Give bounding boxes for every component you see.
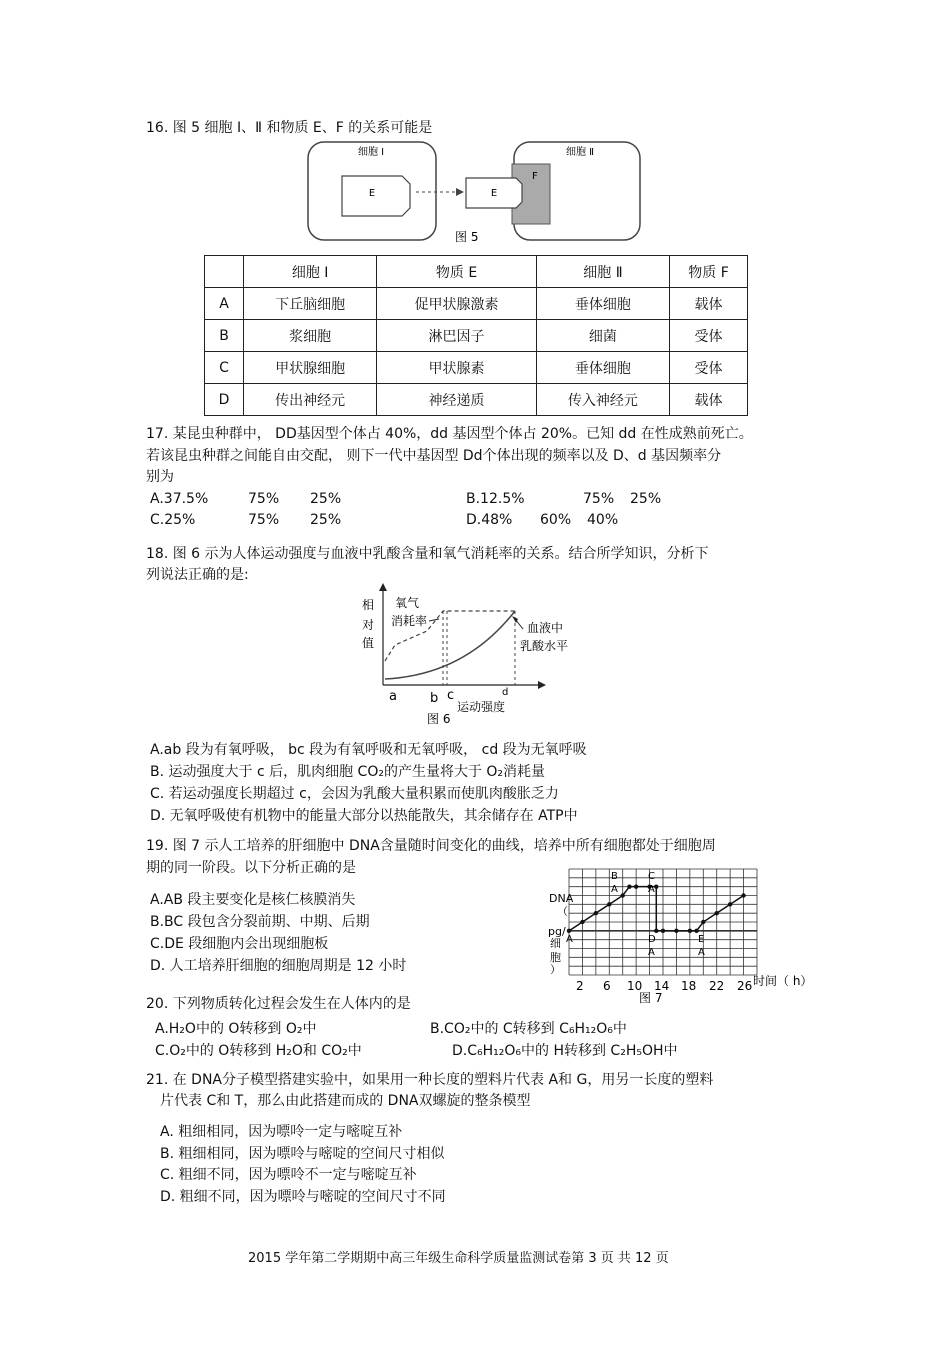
- x-tick: 18: [681, 979, 697, 993]
- y-label-unit: pg/: [548, 925, 566, 938]
- table-header-row: 细胞 Ⅰ 物质 E 细胞 Ⅱ 物质 F: [205, 256, 748, 288]
- lactate-label-1: 血液中: [527, 621, 564, 635]
- table-row: A 下丘脑细胞 促甲状腺激素 垂体细胞 载体: [205, 288, 748, 320]
- x-label: 运动强度: [457, 700, 506, 714]
- y-label-paren-close: ）: [550, 963, 561, 976]
- figure-7-caption: 图 7: [639, 991, 663, 1005]
- q17-option-a-3: 25%: [310, 491, 342, 507]
- annotation-e-a: A: [698, 947, 705, 958]
- x-tick: 10: [627, 979, 643, 993]
- q18-line1: 18. 图 6 示为人体运动强度与血液中乳酸含量和氧气消耗率的关系。结合所学知识，分析下: [146, 546, 709, 562]
- data-point: [694, 929, 698, 933]
- data-point: [634, 884, 638, 888]
- oxygen-label-1: 氧气: [395, 596, 420, 610]
- data-point: [715, 911, 719, 915]
- q19-option-d: D. 人工培养肝细胞的细胞周期是 12 小时: [150, 958, 407, 974]
- x-tick: 14: [654, 979, 670, 993]
- q21-line2: 片代表 C和 T，那么由此搭建而成的 DNA双螺旋的整条模型: [160, 1093, 531, 1109]
- q20-option-a: A.H₂O中的 O转移到 O₂中: [155, 1021, 317, 1037]
- q19-option-b: B.BC 段包含分裂前期、中期、后期: [150, 914, 370, 930]
- q17-line3: 别为: [146, 469, 174, 485]
- figure-5: [300, 138, 650, 248]
- q20-option-c: C.O₂中的 O转移到 H₂O和 CO₂中: [155, 1043, 362, 1059]
- data-point: [621, 893, 625, 897]
- data-point: [674, 929, 678, 933]
- q21-option-d: D. 粗细不同，因为嘌呤与嘧啶的空间尺寸不同: [160, 1189, 446, 1205]
- annotation-d-a: A: [648, 947, 655, 958]
- q20-stem: 20. 下列物质转化过程会发生在人体内的是: [146, 996, 411, 1012]
- data-point: [627, 884, 631, 888]
- y-label-cell-1: 细: [550, 937, 561, 950]
- q19-option-a: A.AB 段主要变化是核仁核膜消失: [150, 892, 356, 908]
- q17-option-d-2: 60%: [540, 512, 572, 528]
- data-point: [728, 902, 732, 906]
- q17-option-a-1: A.37.5%: [150, 491, 209, 507]
- table-row: C 甲状腺细胞 甲状腺素 垂体细胞 受体: [205, 352, 748, 384]
- data-point: [654, 929, 658, 933]
- data-point: [607, 902, 611, 906]
- q20-option-d: D.C₆H₁₂O₆中的 H转移到 C₂H₅OH中: [452, 1043, 678, 1059]
- substance-e-1: [342, 176, 410, 216]
- data-point: [741, 893, 745, 897]
- chart-grid: [569, 869, 757, 975]
- annotation-c: C: [648, 871, 655, 882]
- y-label-2: 对: [362, 618, 375, 632]
- x-tick: 2: [576, 979, 584, 993]
- x-tick: 22: [709, 979, 725, 993]
- q17-option-d-1: D.48%: [466, 512, 513, 528]
- q17-option-b-1: B.12.5%: [466, 491, 525, 507]
- annotation-c-a: A: [648, 884, 655, 895]
- q17-line1: 17. 某昆虫种群中， DD基因型个体占 40%，dd 基因型个体占 20%。已知 dd 在性成熟前死亡。: [146, 426, 753, 442]
- annotation-b-a: A: [611, 884, 618, 895]
- oxygen-label-2: 消耗率: [391, 614, 428, 628]
- q16-table: [204, 255, 748, 416]
- lactate-label-2: 乳酸水平: [520, 639, 569, 653]
- annotation-e: E: [698, 934, 705, 945]
- y-label-dna: DNA: [549, 892, 574, 905]
- y-label-1: 相: [362, 598, 375, 612]
- point-c: c: [447, 688, 455, 703]
- q17-option-d-3: 40%: [587, 512, 619, 528]
- page-footer: 2015 学年第二学期期中高三年级生命科学质量监测试卷第 3 页 共 12 页: [248, 1251, 669, 1266]
- substance-e-2-label: E: [490, 188, 498, 199]
- annotation-a: A: [566, 934, 573, 945]
- q21-option-a: A. 粗细相同，因为嘌呤一定与嘧啶互补: [160, 1124, 403, 1140]
- y-label-cell-2: 胞: [550, 951, 561, 964]
- data-point: [661, 929, 665, 933]
- cell-2-label: 细胞 Ⅱ: [566, 147, 595, 158]
- q19-option-c: C.DE 段细胞内会出现细胞板: [150, 936, 329, 952]
- point-a: a: [389, 689, 397, 704]
- data-point: [567, 929, 571, 933]
- q18-option-d: D. 无氧呼吸使有机物中的能量大部分以热能散失，其余储存在 ATP中: [150, 808, 578, 824]
- x-label: 时间（ h）: [753, 974, 813, 988]
- data-point: [594, 911, 598, 915]
- figure-7: [545, 865, 815, 1007]
- q17-option-c-1: C.25%: [150, 512, 196, 528]
- q18-line2: 列说法正确的是:: [146, 567, 249, 583]
- q17-option-c-2: 75%: [248, 512, 280, 528]
- q17-option-b-2: 75%: [583, 491, 615, 507]
- point-d: d: [502, 687, 509, 698]
- table-row: D 传出神经元 神经递质 传入神经元 载体: [205, 384, 748, 416]
- q20-option-b: B.CO₂中的 C转移到 C₆H₁₂O₆中: [430, 1021, 627, 1037]
- annotation-b: B: [611, 871, 618, 882]
- figure-6-caption: 图 6: [427, 712, 451, 726]
- y-label-3: 值: [362, 636, 375, 650]
- q17-option-a-2: 75%: [248, 491, 280, 507]
- q18-option-a: A.ab 段为有氧呼吸， bc 段为有氧呼吸和无氧呼吸， cd 段为无氧呼吸: [150, 742, 587, 758]
- point-b: b: [430, 691, 439, 706]
- q18-option-b: B. 运动强度大于 c 后，肌肉细胞 CO₂的产生量将大于 O₂消耗量: [150, 764, 546, 780]
- q21-option-c: C. 粗细不同，因为嘌呤不一定与嘧啶互补: [160, 1167, 417, 1183]
- x-tick: 6: [603, 979, 611, 993]
- q21-line1: 21. 在 DNA分子模型搭建实验中，如果用一种长度的塑料片代表 A和 G，用另一长度的塑料: [146, 1072, 714, 1088]
- dna-series-line: [569, 887, 744, 931]
- q16-stem: 16. 图 5 细胞 Ⅰ、Ⅱ 和物质 E、F 的关系可能是: [146, 120, 433, 136]
- y-label-paren-open: （: [557, 905, 568, 918]
- q21-option-b: B. 粗细相同，因为嘌呤与嘧啶的空间尺寸相似: [160, 1146, 445, 1162]
- substance-e-1-label: E: [368, 188, 376, 199]
- q17-option-b-3: 25%: [630, 491, 662, 507]
- receptor-f-label: F: [532, 171, 538, 182]
- data-point: [688, 929, 692, 933]
- figure-6: [355, 583, 585, 728]
- table-row: B 浆细胞 淋巴因子 细菌 受体: [205, 320, 748, 352]
- arrow-head: [456, 188, 464, 196]
- cell-1-label: 细胞 Ⅰ: [358, 147, 385, 158]
- q19-line2: 期的同一阶段。以下分析正确的是: [146, 860, 356, 876]
- q17-line2: 若该昆虫种群之间能自由交配， 则下一代中基因型 Dd个体出现的频率以及 D、d 基因频率分: [146, 448, 722, 464]
- x-tick: 26: [737, 979, 753, 993]
- annotation-d: D: [648, 934, 656, 945]
- q17-option-c-3: 25%: [310, 512, 342, 528]
- q18-option-c: C. 若运动强度长期超过 c，会因为乳酸大量积累而使肌肉酸胀乏力: [150, 786, 559, 802]
- data-point: [580, 920, 584, 924]
- figure-5-caption: 图 5: [455, 230, 479, 244]
- q19-line1: 19. 图 7 示人工培养的肝细胞中 DNA含量随时间变化的曲线，培养中所有细胞都处于细胞周: [146, 838, 716, 854]
- data-point: [701, 920, 705, 924]
